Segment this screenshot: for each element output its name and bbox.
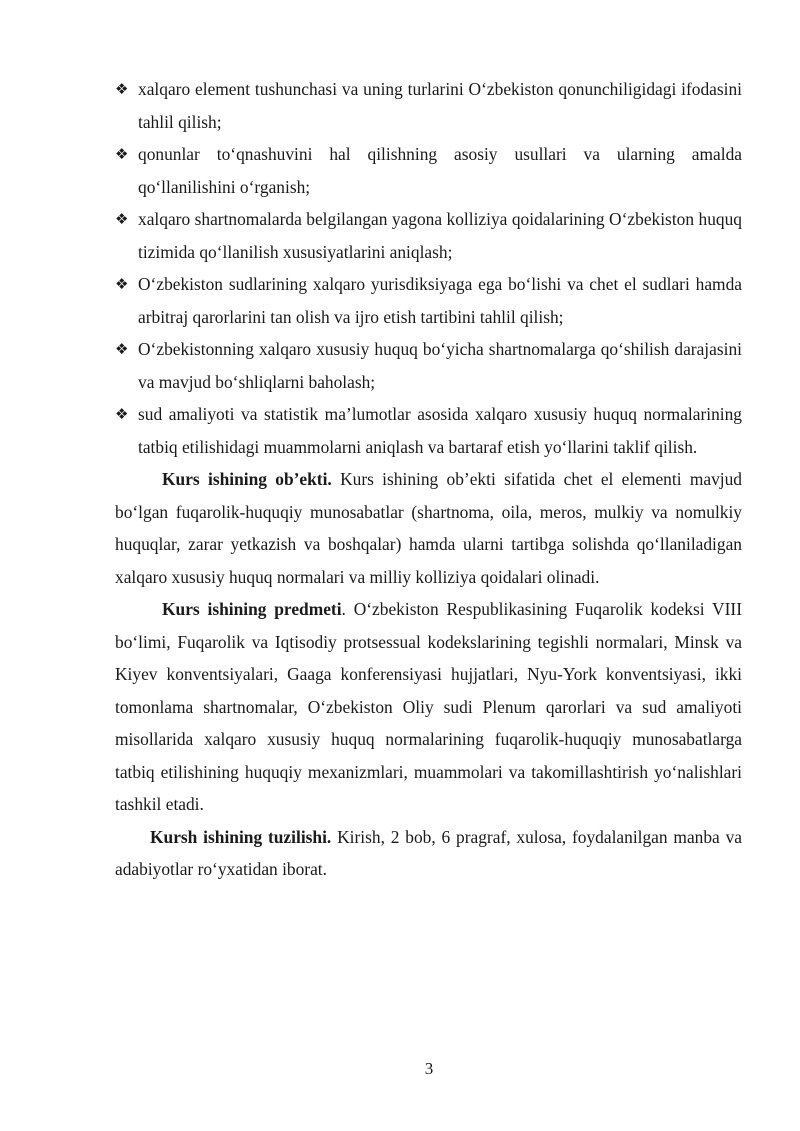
page-number: 3	[424, 1059, 434, 1078]
page-content	[115, 73, 742, 886]
subject-heading: Kurs ishining predmeti	[162, 599, 342, 619]
list-item	[115, 398, 742, 463]
diamond-bullet-icon: ❖	[115, 340, 129, 358]
subject-paragraph	[115, 593, 742, 821]
structure-paragraph	[115, 821, 742, 886]
object-heading: Kurs ishining ob’ekti.	[162, 469, 332, 489]
object-text: Kurs ishining ob’ekti sifatida chet el elementi mavjud bo‘lgan fuqarolik-huquqiy munosabatlar (shartnoma, oila, meros, mulkiy va nomulkiy huquqlar, zarar yetkazish va boshqalar) hamda ularni tartibga solishda qo‘llaniladigan xalqaro xususiy huquq normalari va milliy kolliziya qoidalari olinadi.	[115, 469, 743, 587]
list-item	[115, 268, 742, 333]
list-item-text: O‘zbekistonning xalqaro xususiy huquq bo‘yicha shartnomalarga qo‘shilish darajasini va mavjud bo‘shliqlarni baholash;	[138, 339, 742, 392]
diamond-bullet-icon: ❖	[115, 145, 129, 163]
diamond-bullet-icon: ❖	[115, 80, 129, 98]
diamond-bullet-icon: ❖	[115, 275, 129, 293]
list-item-text: O‘zbekiston sudlarining xalqaro yurisdiksiyaga ega bo‘lishi va chet el sudlari hamda arbitraj qarorlarini tan olish va ijro etish tartibini tahlil qilish;	[138, 274, 742, 327]
diamond-bullet-icon: ❖	[115, 405, 129, 423]
list-item	[115, 73, 742, 138]
structure-text: Kirish, 2 bob, 6 pragraf, xulosa, foydalanilgan manba va adabiyotlar ro‘yxatidan iborat.	[115, 826, 743, 879]
list-item	[115, 333, 742, 398]
list-item	[115, 138, 742, 203]
list-item-text: xalqaro element tushunchasi va uning turlarini O‘zbekiston qonunchiligidagi ifodasini tahlil qilish;	[138, 79, 742, 132]
list-item-text: qonunlar to‘qnashuvini hal qilishning asosiy usullari va ularning amalda qo‘llanilishini o‘rganish;	[138, 144, 742, 197]
list-item-text: sud amaliyoti va statistik ma’lumotlar asosida xalqaro xususiy huquq normalarining tatbiq etilishidagi muammolarni aniqlash va bartaraf etish yo‘llarini taklif qilish.	[138, 404, 742, 457]
subject-text: . O‘zbekiston Respublikasining Fuqarolik kodeksi VIII bo‘limi, Fuqarolik va Iqtisodiy protsessual kodekslarining tegishli normalari, Minsk va Kiyev konventsiyalari, Gaaga konferensiyasi hujjatlari, Nyu-York konventsiyasi, ikki tomonlama shartnomalar, O‘zbekiston Oliy sudi Plenum qarorlari va sud amaliyoti misollarida xalqaro xususiy huquq normalarining fuqarolik-huquqiy munosabatlarga tatbiq etilishining huquqiy mexanizmlari, muammolari va takomillashtirish yo‘nalishlari tashkil etadi.	[115, 599, 742, 814]
object-paragraph	[115, 463, 742, 593]
diamond-bullet-icon: ❖	[115, 210, 129, 228]
list-item-text: xalqaro shartnomalarda belgilangan yagona kolliziya qoidalarining O‘zbekiston huquq tizimida qo‘llanilish xususiyatlarini aniqlash;	[138, 209, 742, 262]
objectives-list	[115, 73, 742, 463]
list-item	[115, 203, 742, 268]
structure-heading: Kursh ishining tuzilishi.	[150, 826, 332, 847]
